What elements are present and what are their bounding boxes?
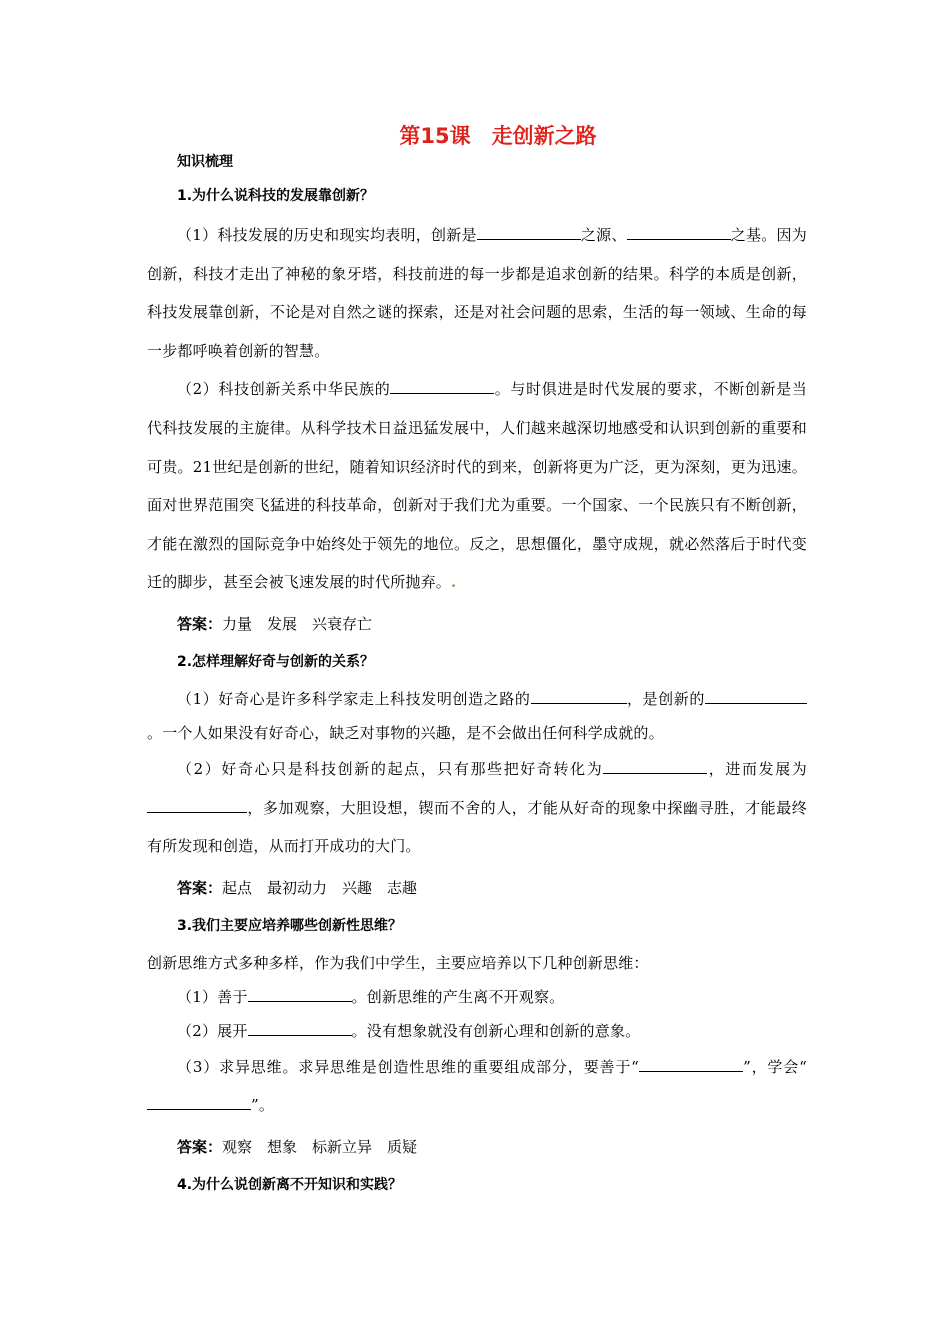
q2-p1-text-a: （1）好奇心是许多科学家走上科技发明创造之路的 <box>177 689 531 708</box>
fill-blank <box>248 1017 352 1036</box>
fill-blank <box>627 221 731 240</box>
fill-blank <box>705 685 765 704</box>
q1-p1-text-b: 之源、 <box>580 226 627 244</box>
q3-i3-text-a: （3）求异思维。求异思维是创造性思维的重要组成部分，要善于“ <box>177 1057 640 1076</box>
q1-p2-text-b: 。与时俱进是时代发展的要求，不断创新是当代科技发展的主旋律。从科学技术日益迅猛发展中，人们越来越深切地感受和认识到创新的重要和可贵。21世纪是创新的世纪，随着知识经济时代的到来，创新将更为广泛，更为深刻，更为迅速。面对世界范围突飞猛进的科技革命，创新对于我们尤为重要。一个国家、一个民族只有不断创新，才能在激烈的国际竞争中始终处于领先的地位。反之，思想僵化，墨守成规，就必然落后于时代变迁的脚步，甚至会被飞速发展的时代所抛弃。 <box>147 380 807 592</box>
q3-item-3 <box>147 1048 807 1125</box>
answer-label: 答案： <box>177 614 223 633</box>
answer-text: 起点 最初动力 兴趣 志趣 <box>222 878 418 897</box>
q3-i2-text-a: （2）展开 <box>177 1021 248 1040</box>
section-label: 知识梳理 <box>177 154 233 170</box>
q2-p2-text-b: ，进而发展为 <box>707 759 808 778</box>
q3-i1-text-a: （1）善于 <box>177 987 248 1006</box>
answer-text: 力量 发展 兴衰存亡 <box>222 614 373 633</box>
q2-paragraph-2 <box>147 750 807 866</box>
q3-i2-text-b: 。没有想象就没有创新心理和创新的意象。 <box>351 1021 641 1040</box>
q3-i3-text-c: ”。 <box>251 1096 275 1115</box>
fill-blank <box>248 983 352 1002</box>
fill-blank <box>765 685 807 704</box>
q2-p1-text-c: 。一个人如果没有好奇心，缺乏对事物的兴趣，是不会做出任何科学成就的。 <box>147 723 664 742</box>
q3-intro: 创新思维方式多种多样，作为我们中学生，主要应培养以下几种创新思维： <box>147 953 649 972</box>
q1-paragraph-1 <box>147 216 807 370</box>
q3-item-1 <box>147 980 807 1014</box>
fill-blank <box>477 221 581 240</box>
fill-blank <box>531 685 627 704</box>
fill-blank <box>639 1053 743 1072</box>
q2-p1-text-b: ，是创新的 <box>626 689 705 708</box>
q1-answer <box>177 606 807 642</box>
fill-blank <box>147 794 247 813</box>
q1-paragraph-2 <box>147 370 807 602</box>
q3-item-2 <box>147 1014 807 1048</box>
q3-answer <box>177 1129 807 1165</box>
answer-text: 观察 想象 标新立异 质疑 <box>222 1137 418 1156</box>
question-4-heading: 4.为什么说创新离不开知识和实践？ <box>177 1176 403 1193</box>
lesson-title: 第15课 走创新之路 <box>399 124 597 148</box>
fill-blank <box>390 375 494 394</box>
document-content <box>147 150 807 1205</box>
answer-label: 答案： <box>177 1137 223 1156</box>
q2-answer <box>177 870 807 906</box>
question-3-heading: 3.我们主要应培养哪些创新性思维？ <box>177 917 403 934</box>
fill-blank <box>147 1091 251 1110</box>
question-2-heading: 2.怎样理解好奇与创新的关系？ <box>177 653 375 670</box>
q1-p2-text-a: （2）科技创新关系中华民族的 <box>177 380 391 399</box>
answer-label: 答案： <box>177 878 223 897</box>
q2-p2-text-a: （2）好奇心只是科技创新的起点，只有那些把好奇转化为 <box>177 759 604 778</box>
q2-p2-text-c: ，多加观察，大胆设想，锲而不舍的人，才能从好奇的现象中探幽寻胜，才能最终有所发现和创造，从而打开成功的大门。 <box>147 798 807 856</box>
q2-paragraph-1 <box>147 682 807 750</box>
q3-i3-text-b: ”，学会“ <box>743 1057 807 1076</box>
stray-dot-mark: . <box>451 573 457 592</box>
q1-p1-text-a: （1）科技发展的历史和现实均表明，创新是 <box>177 226 477 244</box>
q3-i1-text-b: 。创新思维的产生离不开观察。 <box>351 987 565 1006</box>
question-1-heading: 1.为什么说科技的发展靠创新？ <box>177 188 375 204</box>
fill-blank <box>603 755 707 774</box>
q1-p1-text-c: 之基。因为创新，科技才走出了神秘的象牙塔，科技前进的每一步都是追求创新的结果。科学的本质是创新，科技发展靠创新，不论是对自然之谜的探索，还是对社会问题的思索，生活的每一领域、生命的每一步都呼唤着创新的智慧。 <box>147 226 807 360</box>
